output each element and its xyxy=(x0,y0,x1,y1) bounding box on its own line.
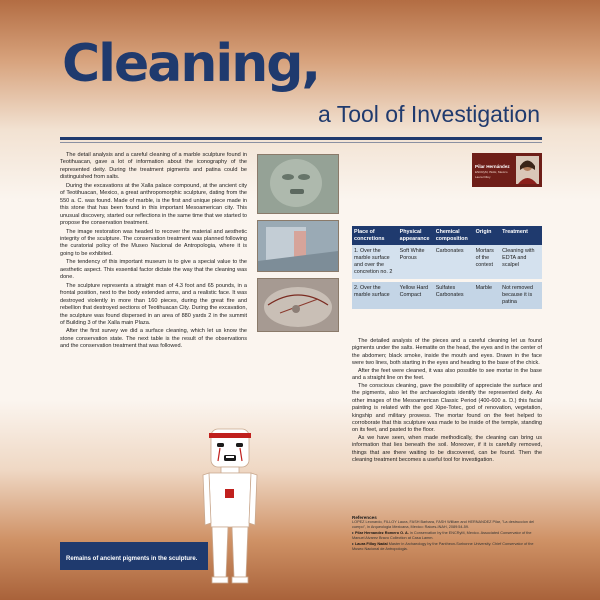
author-credit: ▸ Laura Filloy Nadal Master in Archaeology by the Pantheon-Sorbonne University. Chief Conservator of the Museo Nacional de Antropologia. xyxy=(352,542,534,551)
author-credit-desc: Master in Archaeology by the Pantheon-Sorbonne University. Chief Conservator of the Museo Nacional de Antropologia. xyxy=(352,542,534,551)
author-role: ENCRyM, INAH, Mexico xyxy=(475,170,508,174)
title-rule xyxy=(60,137,542,140)
table-cell: Yellow Hard Compact xyxy=(398,282,434,309)
conservation-table xyxy=(352,226,542,309)
author-name: Pilar Hernández xyxy=(475,164,510,169)
poster-title: Cleaning, xyxy=(62,34,320,94)
left-text-column xyxy=(60,152,247,352)
table-header-cell: Treatment xyxy=(500,226,542,245)
table-cell: Not removed because it is patina xyxy=(500,282,542,309)
paragraph: The detailed analysis of the pieces and a careful cleaning let us found pigments under the salts. Hematite on the head, the eyes and in the center of the abdomen; black smoke, inside the mouth and eyes. Drawn in the face were two lines, both starting in the eyes and heading to the base of the chick. xyxy=(352,338,542,367)
figure-caption: Remains of ancient pigments in the sculpture. xyxy=(66,556,198,562)
table-header-cell: Chemical composition xyxy=(434,226,474,245)
references-heading: References xyxy=(352,515,377,520)
poster-subtitle: a Tool of Investigation xyxy=(317,101,540,127)
title-rule-thin xyxy=(60,142,542,143)
table-cell: Marble xyxy=(474,282,501,309)
paragraph: During the excavations at the Xalla palace compound, at the ancient city of Teotihuacan, Mexico, a great anthropomorphic sculpture, dating from the 550 a. C. was found. Made of marble, is the first and unique piece made in this stone that has been found in this important Mesoamerican city. This unusual discovery, started our reflections in the same time that we started to propose the conservation treatment. xyxy=(60,182,247,227)
sculpture-face-photo xyxy=(257,154,339,214)
reference-entry: LOPEZ Leonardo, FILLOY Laura, FASH Barbara, FASH William and HERNANDEZ Pilar, "La destruccion del cuerpo", in Arqueologia Mexicana, Mexico: Raices-INAH, 2089:54-59. xyxy=(352,520,535,529)
table-header-cell: Origin xyxy=(474,226,501,245)
paragraph: The sculpture represents a straight man of 4.3 foot and 65 pounds, in a frontal position, next to the body extended arms, and a realistic face. It was destroyed violently in more than 160 pieces, during the great fire and rebellion that destroyed sections of Teotihuacan City. During the excavation, the sculpture was found dispersed in an area of 880 yards 2 in the summit of Building 3 of the Xalla main Plaza. xyxy=(60,282,247,326)
table-cell: Sulfates Carbonates xyxy=(434,282,474,309)
author-credit-name: Pilar Hernandez Romero O. A. xyxy=(354,531,409,535)
paragraph: The conscious cleaning, gave the possibility of appreciate the surface and the pigments, also let the archaeologists identify the represented deity. As other images of the Mesoamerican Classic Period (400-600 a. D.) this facial painting is related with the god Xipe-Totec, god of renovation, vegetation, kingship and military prowess. The mortar found on the feet helped to corroborate that this sculpture was made to be inside of the temple, standing on its feet, and pasted to the floor. xyxy=(352,382,542,434)
table-cell: Cleaning with EDTA and scalpel xyxy=(500,245,542,279)
author-portrait-icon xyxy=(516,156,539,184)
table-cell: 2. Over the marble surface xyxy=(352,282,398,309)
table-header-cell: Place of concretions xyxy=(352,226,398,245)
table-cell: Soft White Porous xyxy=(398,245,434,279)
author-name-2: Laura Filloy xyxy=(475,175,491,179)
author-box xyxy=(472,153,542,187)
right-text-column xyxy=(352,338,542,465)
author-credit-name: Laura Filloy Nadal xyxy=(354,542,388,546)
references xyxy=(352,515,544,552)
sculpture-feet-photo xyxy=(257,278,339,332)
author-credit: ▸ Pilar Hernandez Romero O. A. in Conservation by the ENCRyM, Mexico. Associated Conservator of the Manuel Alvarez Bravo Collection at Casa Lamm. xyxy=(352,531,532,540)
table-cell: Mortars of the context xyxy=(474,245,501,279)
table-row xyxy=(352,245,542,279)
paragraph: After the first survey we did a surface cleaning, which let us know the stone conservation state. The next table is the result of the observations and the conservation treatment that was followed. xyxy=(60,328,247,350)
sculpture-figure-illustration xyxy=(197,427,263,587)
table-cell: Carbonates xyxy=(434,245,474,279)
paragraph: The tendency of this important museum is to give a special value to the aesthetic aspect. This essential factor dictate the way that the cleaning was done. xyxy=(60,259,247,281)
sculpture-detail-photo xyxy=(257,220,339,272)
paragraph: As we have seen, when made methodically, the cleaning can bring us information that lies beneath the soil. Moreover, if it is carefully removed, things that are there waiting to be discovered, can be found. Then the cleaning treatment becomes a useful tool for investigation. xyxy=(352,434,542,464)
author-credit-desc: in Conservation by the ENCRyM, Mexico. Associated Conservator of the Manuel Alvarez Bravo Collection at Casa Lamm. xyxy=(352,531,532,540)
paragraph: After the feet were cleaned, it was also possible to see mortar in the base and a straight line on the feet. xyxy=(352,367,542,382)
caption-box xyxy=(60,542,208,570)
table-header-row xyxy=(352,226,542,245)
paragraph: The detail analysis and a careful cleaning of a marble sculpture found in Teotihuacan, gave a lot of information about the iconography of the represented deity. During the treatment pigments and patina could be distinguished from salts. xyxy=(60,152,247,181)
table-cell: 1. Over the marble surface and over the concretion no. 2 xyxy=(352,245,398,279)
table-row xyxy=(352,282,542,309)
table-header-cell: Physical appearance xyxy=(398,226,434,245)
paragraph: The image restoration was headed to recover the material and aesthetic integrity of the sculpture. The conservation treatment was planned following the curatorial policy of the Museo Nacional de Antropologia, where it is going to be exhibited. xyxy=(60,228,247,257)
